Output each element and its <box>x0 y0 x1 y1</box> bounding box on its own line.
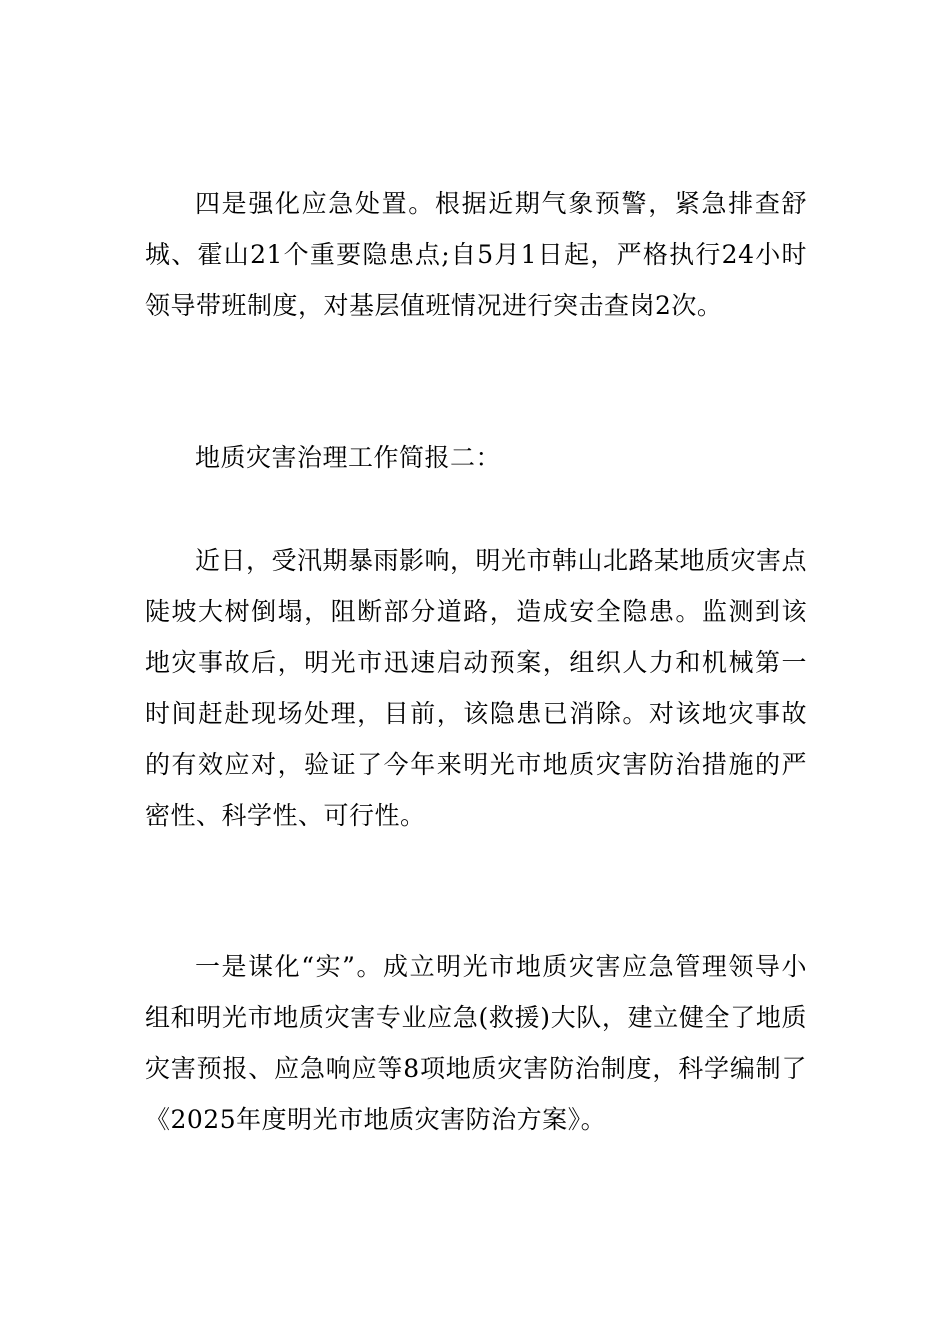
paragraph-spacer <box>145 483 807 535</box>
document-body <box>145 178 807 1145</box>
paragraph-emergency-response: 四是强化应急处置。根据近期气象预警，紧急排查舒城、霍山21个重要隐患点;自5月1日起，严格执行24小时领导带班制度，对基层值班情况进行突击查岗2次。 <box>145 189 807 320</box>
paragraph-spacer <box>145 841 807 941</box>
paragraph-incident-summary: 近日，受汛期暴雨影响，明光市韩山北路某地质灾害点陡坡大树倒塌，阻断部分道路，造成安全隐患。监测到该地灾事故后，明光市迅速启动预案，组织人力和机械第一时间赶赴现场处理，目前，该隐患已消除。对该地灾事故的有效应对，验证了今年来明光市地质灾害防治措施的严密性、科学性、可行性。 <box>145 546 808 830</box>
section-heading: 地质灾害治理工作简报二： <box>195 443 502 472</box>
paragraph-organizational-measures: 一是谋化“实”。成立明光市地质灾害应急管理领导小组和明光市地质灾害专业应急(救援)大队，建立健全了地质灾害预报、应急响应等8项地质灾害防治制度，科学编制了《2025年度明光市地质灾害防治方案》。 <box>145 952 807 1134</box>
paragraph-spacer <box>145 331 807 432</box>
